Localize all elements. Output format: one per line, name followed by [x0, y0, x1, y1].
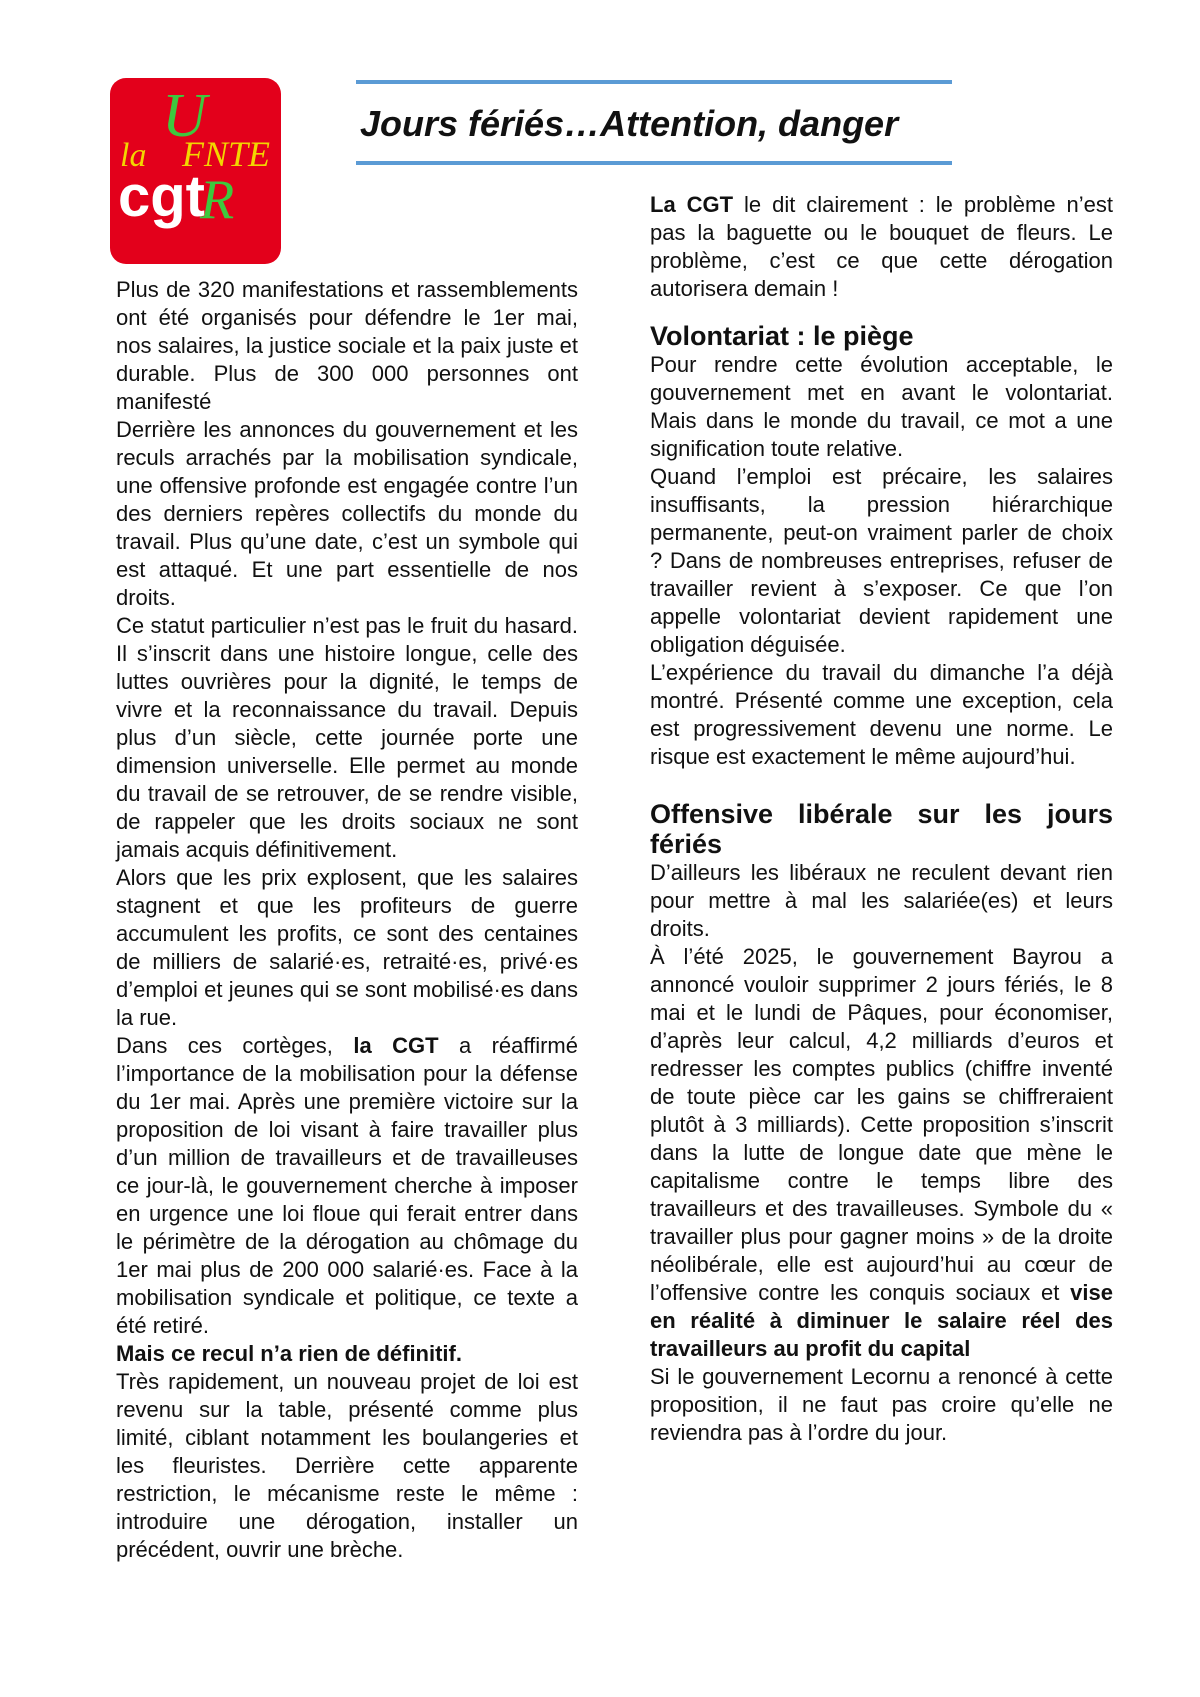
- heading-volontariat: Volontariat : le piège: [650, 321, 914, 351]
- text-bold-cgt: La CGT: [650, 192, 734, 217]
- logo-letter-u: U: [162, 82, 207, 150]
- paragraph-offensive: Derrière les annonces du gouvernement et les reculs arrachés par la mobilisation syndicale, une offensive profonde est engagée contre l’un des derniers repères collectifs du monde du travail. Plus qu’une date, c’est un symbole qui est attaqué. Et une part essentielle de nos droits.: [116, 417, 578, 610]
- right-column: [650, 191, 1113, 1447]
- text-bold-salaire: vise en réalité à diminuer le salaire réel des travailleurs au profit du capital: [650, 1280, 1113, 1361]
- paragraph-corteges: [116, 1032, 578, 1340]
- spacer: [650, 303, 1113, 321]
- paragraph-cgt-clairement: [650, 191, 1113, 303]
- paragraph-liberaux: D’ailleurs les libéraux ne reculent devant rien pour mettre à mal les salariée(es) et leurs droits.: [650, 860, 1113, 941]
- union-logo: [110, 78, 281, 264]
- text-fragment: Dans ces cortèges,: [116, 1033, 354, 1058]
- left-column: [116, 276, 578, 1564]
- page-title: Jours fériés…Attention, danger: [360, 103, 899, 144]
- title-rule-bottom: [356, 161, 952, 165]
- heading-offensive-liberale: Offensive libérale sur les jours fériés: [650, 799, 1113, 859]
- text-fragment: le dit clairement : le problème n’est pas la baguette ou le bouquet de fleurs. Le problème, c’est ce que cette dérogation autorisera demain !: [650, 192, 1113, 301]
- text-fragment: À l’été 2025, le gouvernement Bayrou a annoncé vouloir supprimer 2 jours fériés, le 8 mai et le lundi de Pâques, pour économiser, d’après leur calcul, 4,2 milliards d’euros et redresser les comptes publics (chiffre inventé de toute pièce car les gains se chiffreraient plutôt à 3 milliards). Cette proposition s’inscrit dans la lutte de longue date que mène le capitalisme contre le temps libre des travailleurs et des travailleuses. Symbole du « travailler plus pour gagner moins » de la droite néolibérale, elle est aujourd’hui au cœur de l’offensive contre les conquis sociaux et: [650, 944, 1113, 1305]
- paragraph-statut: Ce statut particulier n’est pas le fruit du hasard. Il s’inscrit dans une histoire longue, celle des luttes ouvrières pour la dignité, le temps de vivre et la reconnaissance du travail. Depuis plus d’un siècle, cette journée porte une dimension universelle. Elle permet au monde du travail de se retrouver, de se rendre visible, de rappeler que les droits sociaux ne sont jamais acquis définitivement.: [116, 613, 578, 862]
- paragraph-nouveau-projet: Très rapidement, un nouveau projet de loi est revenu sur la table, présenté comme plus limité, ciblant notamment les boulangeries et les fleuristes. Derrière cette apparente restriction, le mécanisme reste le même : introduire une dérogation, installer un précédent, ouvrir une brèche.: [116, 1369, 578, 1562]
- text-fragment: a réaffirmé l’importance de la mobilisation pour la défense du 1er mai. Après une première victoire sur la proposition de loi visant à faire travailler plus d’un million de travailleurs et de travailleuses ce jour-là, le gouvernement cherche à imposer en urgence une loi floue qui ferait entrer dans le périmètre de la dérogation au chômage du 1er mai plus de 200 000 salarié·es. Face à la mobilisation syndicale et politique, ce texte a été retiré.: [116, 1033, 578, 1338]
- paragraph-prix: Alors que les prix explosent, que les salaires stagnent et que les profiteurs de guerre accumulent les profits, ce sont des centaines de milliers de salarié·es, retraité·es, privé·es d’emploi et jeunes qui se sont mobilisé·es dans la rue.: [116, 865, 578, 1030]
- logo-letter-r: R: [200, 169, 235, 231]
- paragraph-bayrou: [650, 943, 1113, 1363]
- paragraph-recul: [116, 1340, 578, 1368]
- paragraph-dimanche: L’expérience du travail du dimanche l’a déjà montré. Présenté comme une exception, cela est progressivement devenu une norme. Le risque est exactement le même aujourd’hui.: [650, 660, 1113, 769]
- paragraph-manifestations: Plus de 320 manifestations et rassemblements ont été organisés pour défendre le 1er mai, nos salaires, la justice sociale et la paix juste et durable. Plus de 300 000 personnes ont manifesté: [116, 277, 578, 414]
- logo-letters-fnte: FNTE: [182, 134, 271, 174]
- logo-letter-la: la: [120, 137, 147, 174]
- paragraph-volontariat: Pour rendre cette évolution acceptable, le gouvernement met en avant le volontariat. Mais dans le monde du travail, ce mot a une signification toute relative.: [650, 352, 1113, 461]
- paragraph-precaire: Quand l’emploi est précaire, les salaires insuffisants, la pression hiérarchique permanente, peut-on vraiment parler de choix ? Dans de nombreuses entreprises, refuser de travailler revient à s’exposer. Ce que l’on appelle volontariat devient rapidement une obligation déguisée.: [650, 464, 1113, 657]
- spacer: [650, 771, 1113, 799]
- union-logo-graphic: [110, 78, 281, 264]
- logo-letters-cgt: cgt: [118, 164, 205, 229]
- paragraph-lecornu: Si le gouvernement Lecornu a renoncé à cette proposition, il ne faut pas croire qu’elle ne reviendra pas à l’ordre du jour.: [650, 1364, 1113, 1445]
- text-bold-recul: Mais ce recul n’a rien de définitif.: [116, 1341, 462, 1366]
- text-bold-cgt: la CGT: [353, 1033, 439, 1058]
- title-rule-top: [356, 80, 952, 84]
